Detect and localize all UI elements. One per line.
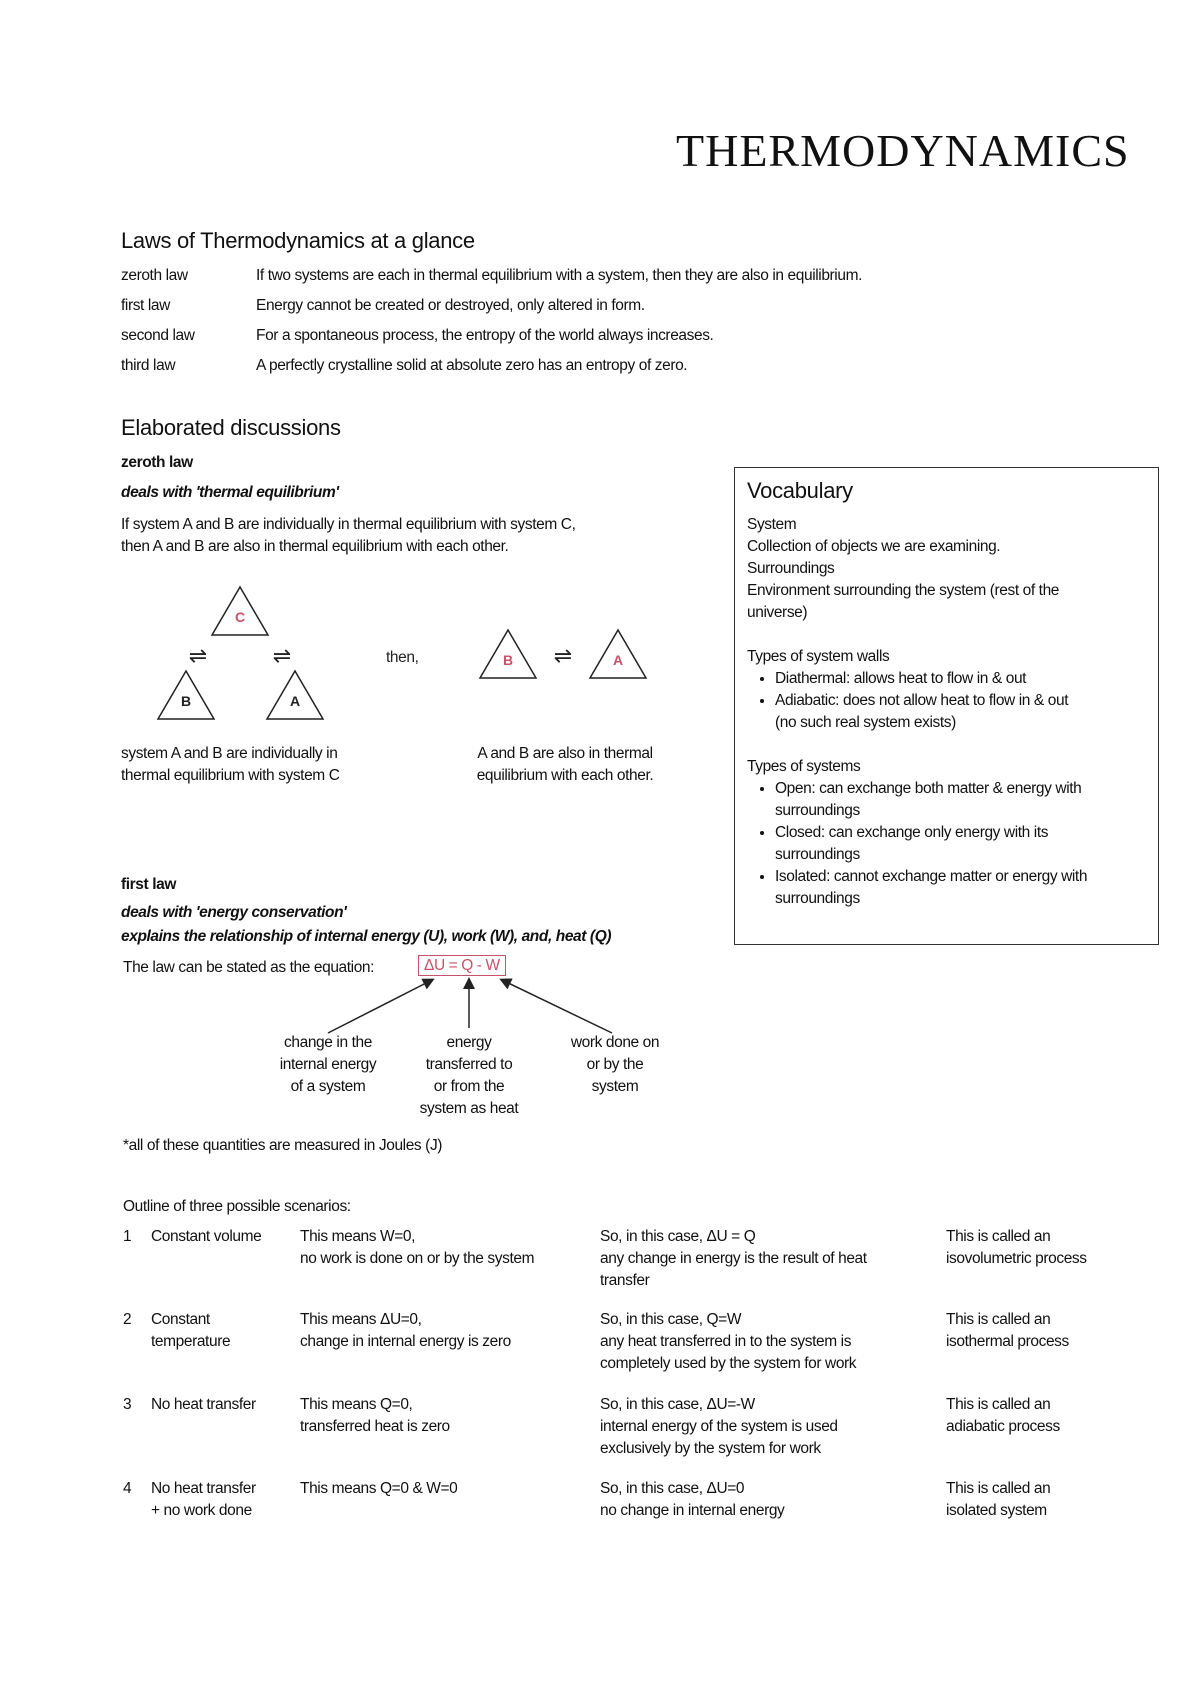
annotation-line: system: [591, 1078, 639, 1095]
caption-right-1: A and B are also in thermal: [477, 745, 653, 762]
text-line: • Isolated: cannot exchange matter or energy with: [775, 868, 1088, 885]
text-line: surroundings: [775, 890, 860, 907]
text-line: This means Q=0 & W=0: [300, 1480, 458, 1497]
annotation-line: change in the: [284, 1034, 372, 1051]
scenarios-heading: Outline of three possible scenarios:: [123, 1198, 351, 1215]
text-line: isolated system: [946, 1502, 1047, 1519]
scenario-name: [946, 1309, 1069, 1353]
joules-note: *all of these quantities are measured in Joules (J): [123, 1137, 443, 1154]
first-law-subtitle-1: deals with 'energy conservation': [121, 904, 347, 921]
annotation-line: energy: [446, 1034, 492, 1051]
vocabulary-heading: Vocabulary: [747, 478, 853, 503]
scenario-num: 3: [123, 1396, 132, 1413]
law-row-name: zeroth law: [121, 267, 188, 284]
label-a-right: A: [612, 652, 624, 668]
text-line: any change in energy is the result of heat: [600, 1250, 867, 1267]
first-law-equation: ΔU = Q - W: [418, 955, 506, 976]
text-line: This means Q=0,: [300, 1396, 413, 1413]
first-law-label: first law: [121, 876, 176, 893]
equilibrium-arrow-right: ⇌: [272, 643, 292, 668]
text-line: change in internal energy is zero: [300, 1333, 511, 1350]
caption-left-2: thermal equilibrium with system C: [121, 767, 340, 784]
caption-right-2: equilibrium with each other.: [476, 767, 654, 784]
scenario-means: [300, 1226, 534, 1270]
scenario-result: [600, 1478, 784, 1522]
then-label: then,: [386, 649, 419, 666]
label-b-right: B: [502, 652, 514, 668]
zeroth-law-text-1: If system A and B are individually in thermal equilibrium with system C,: [121, 516, 576, 533]
label-a: A: [289, 693, 301, 709]
text-line: This is called an: [946, 1311, 1051, 1328]
scenario-name: [946, 1478, 1050, 1522]
text-line: transferred heat is zero: [300, 1418, 450, 1435]
text-line: (no such real system exists): [775, 714, 956, 731]
text-line: no work is done on or by the system: [300, 1250, 535, 1267]
caption-left-1: system A and B are individually in: [121, 745, 338, 762]
annotation-line: internal energy: [279, 1056, 377, 1073]
text-line: completely used by the system for work: [600, 1355, 857, 1372]
scenario-condition: [151, 1226, 261, 1248]
text-line: no change in internal energy: [600, 1502, 785, 1519]
text-line: temperature: [151, 1333, 231, 1350]
law-row-desc: Energy cannot be created or destroyed, only altered in form.: [256, 297, 645, 314]
zeroth-law-label: zeroth law: [121, 454, 193, 471]
walls-heading: Types of system walls: [747, 648, 890, 665]
text-line: • Closed: can exchange only energy with its: [775, 824, 1049, 841]
text-line: This is called an: [946, 1396, 1051, 1413]
scenario-name: [946, 1394, 1060, 1438]
text-line: + no work done: [151, 1502, 252, 1519]
page-title: THERMODYNAMICS: [676, 125, 1130, 176]
scenario-result: [600, 1226, 867, 1292]
text-line: surroundings: [775, 846, 860, 863]
text-line: So, in this case, ΔU=-W: [600, 1396, 755, 1413]
annotation-line: or from the: [433, 1078, 505, 1095]
scenario-condition: [151, 1309, 230, 1353]
text-line: adiabatic process: [946, 1418, 1060, 1435]
list-item: [775, 668, 1147, 690]
vocab-def: universe): [747, 604, 808, 621]
equilibrium-arrow-ab: ⇌: [553, 643, 573, 668]
text-line: So, in this case, ΔU = Q: [600, 1228, 756, 1245]
text-line: Constant volume: [151, 1228, 262, 1245]
text-line: isothermal process: [946, 1333, 1069, 1350]
annotation-line: or by the: [586, 1056, 644, 1073]
annotation-line: transferred to: [425, 1056, 513, 1073]
text-line: surroundings: [775, 802, 860, 819]
annotation-line: work done on: [570, 1034, 660, 1051]
text-line: isovolumetric process: [946, 1250, 1087, 1267]
law-row-desc: If two systems are each in thermal equilibrium with a system, then they are also in equilibrium.: [256, 267, 862, 284]
vocab-term: Surroundings: [747, 560, 835, 577]
vocab-def: Environment surrounding the system (rest of the: [747, 582, 1060, 599]
first-law-statement: The law can be stated as the equation:: [123, 959, 375, 976]
vocab-term: System: [747, 516, 797, 533]
list-item: [775, 822, 1147, 866]
text-line: So, in this case, ΔU=0: [600, 1480, 745, 1497]
scenario-result: [600, 1394, 838, 1460]
systems-heading: Types of systems: [747, 758, 861, 775]
text-line: Constant: [151, 1311, 210, 1328]
zeroth-law-text-2: then A and B are also in thermal equilibrium with each other.: [121, 538, 509, 555]
text-line: • Adiabatic: does not allow heat to flow in & out: [775, 692, 1069, 709]
text-line: This is called an: [946, 1228, 1051, 1245]
text-line: transfer: [600, 1272, 650, 1289]
law-row-desc: A perfectly crystalline solid at absolute zero has an entropy of zero.: [256, 357, 688, 374]
scenario-num: 1: [123, 1228, 132, 1245]
label-c: C: [234, 609, 246, 625]
text-line: This means W=0,: [300, 1228, 416, 1245]
scenario-means: [300, 1478, 457, 1500]
scenario-condition: [151, 1394, 256, 1416]
scenario-means: [300, 1309, 511, 1353]
equation-arrows: [0, 0, 700, 1100]
text-line: So, in this case, Q=W: [600, 1311, 742, 1328]
vocab-def: Collection of objects we are examining.: [747, 538, 1001, 555]
text-line: internal energy of the system is used: [600, 1418, 838, 1435]
list-item: [775, 778, 1147, 822]
text-line: No heat transfer: [151, 1396, 256, 1413]
first-law-subtitle-2: explains the relationship of internal energy (U), work (W), and, heat (Q): [121, 928, 612, 945]
list-item: [775, 866, 1147, 910]
law-row-name: third law: [121, 357, 176, 374]
scenario-means: [300, 1394, 450, 1438]
scenario-condition: [151, 1478, 256, 1522]
zeroth-law-subtitle: deals with 'thermal equilibrium': [121, 484, 339, 501]
list-item: [775, 690, 1147, 734]
text-line: any heat transferred in to the system is: [600, 1333, 852, 1350]
text-line: • Diathermal: allows heat to flow in & out: [775, 670, 1027, 687]
scenario-num: 2: [123, 1311, 132, 1328]
label-b: B: [180, 693, 192, 709]
equilibrium-arrow-left: ⇌: [188, 643, 208, 668]
laws-glance-heading: Laws of Thermodynamics at a glance: [121, 228, 475, 253]
law-row-name: second law: [121, 327, 195, 344]
vocabulary-box: [734, 467, 1159, 945]
scenario-num: 4: [123, 1480, 132, 1497]
scenario-result: [600, 1309, 856, 1375]
annotation-line: system as heat: [419, 1100, 519, 1117]
text-line: • Open: can exchange both matter & energy with: [775, 780, 1082, 797]
elaborated-heading: Elaborated discussions: [121, 415, 341, 440]
annotation-line: of a system: [290, 1078, 366, 1095]
law-row-name: first law: [121, 297, 170, 314]
text-line: This means ΔU=0,: [300, 1311, 422, 1328]
text-line: exclusively by the system for work: [600, 1440, 821, 1457]
law-row-desc: For a spontaneous process, the entropy of the world always increases.: [256, 327, 714, 344]
scenario-name: [946, 1226, 1087, 1270]
text-line: No heat transfer: [151, 1480, 256, 1497]
text-line: This is called an: [946, 1480, 1051, 1497]
